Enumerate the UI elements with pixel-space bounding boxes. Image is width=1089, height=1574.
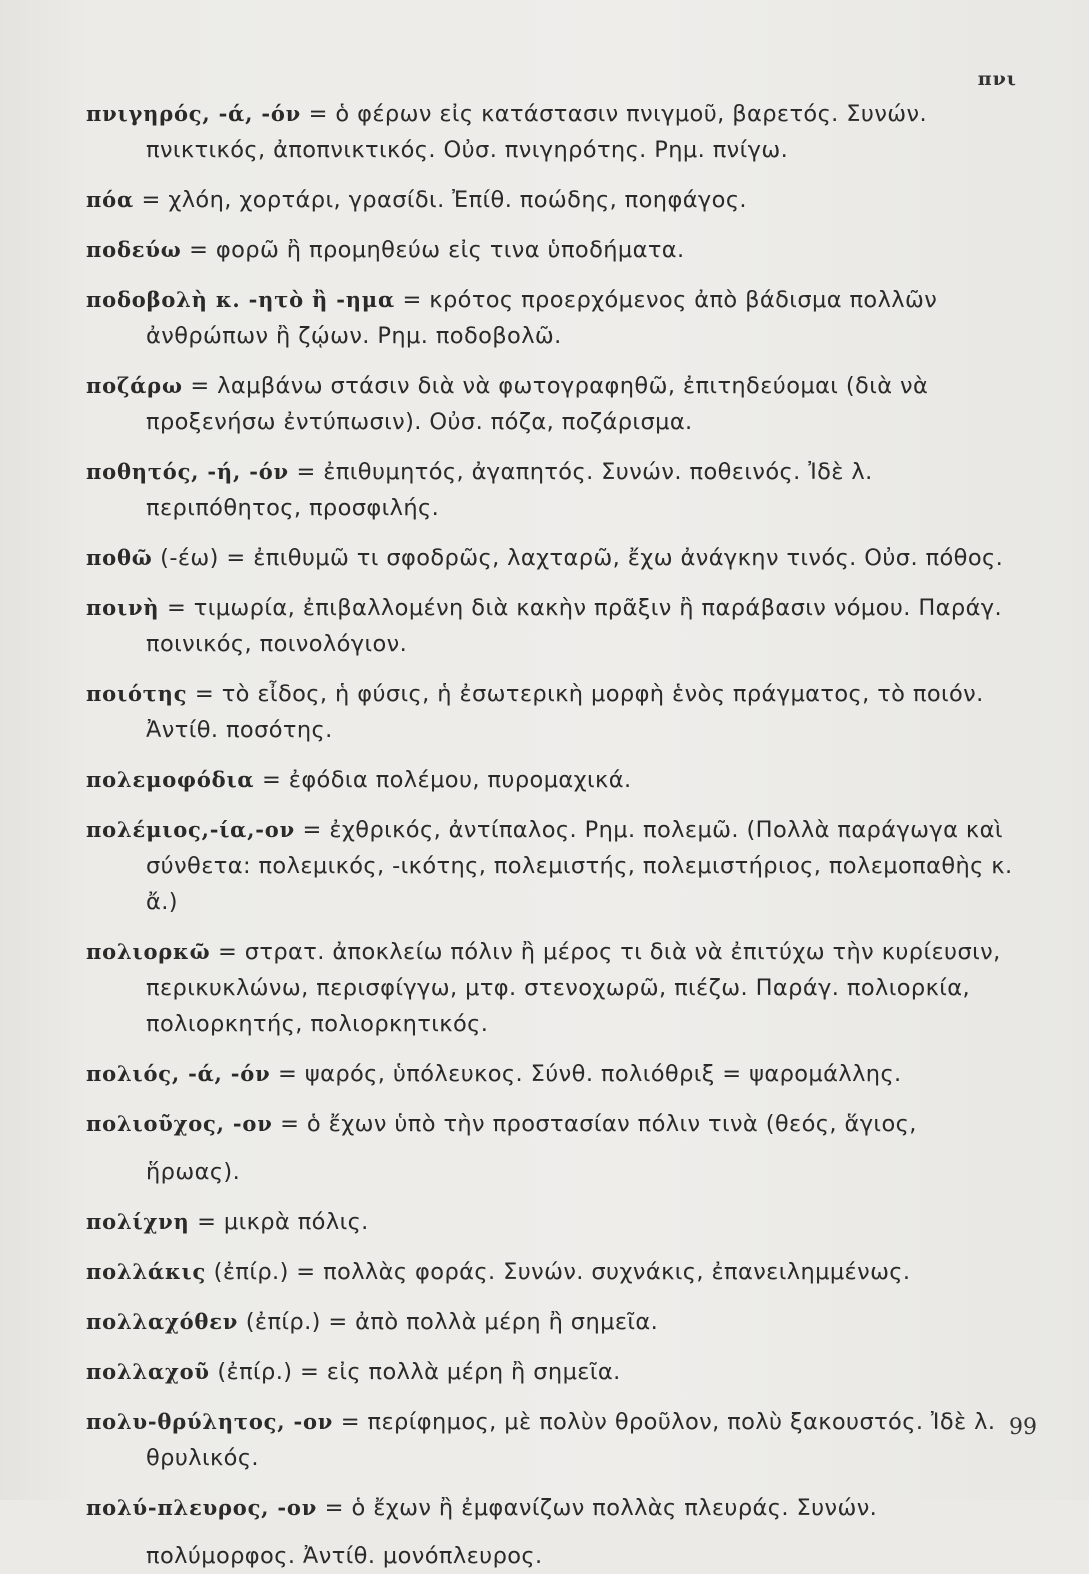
dictionary-entry (86, 1106, 1031, 1190)
entry-headword: πνιγηρός, -ά, -όν (86, 101, 302, 126)
entry-headword: πόα (86, 187, 134, 212)
dictionary-entry (86, 282, 1031, 354)
dictionary-entry (86, 540, 1031, 576)
entry-list (86, 96, 1031, 1574)
dictionary-entry (86, 590, 1031, 662)
entry-definition: = ἐφόδια πολέμου, πυρομαχικά. (261, 767, 632, 793)
page-number: 99 (1009, 1415, 1037, 1440)
entry-headword: ποιότης (86, 681, 188, 706)
entry-definition: = περίφημος, μὲ πολὺν θροῦλον, πολὺ ξακουστός. Ἰδὲ λ. θρυλικός. (146, 1409, 996, 1471)
dictionary-entry (86, 1204, 1031, 1240)
entry-definition: = μικρὰ πόλις. (197, 1209, 369, 1235)
entry-headword: ποινὴ (86, 595, 160, 620)
entry-definition: = ὁ ἔχων ὑπὸ τὴν προστασίαν πόλιν τινὰ (θεός, ἅγιος, (280, 1111, 917, 1137)
dictionary-entry (86, 812, 1031, 920)
entry-headword: πολεμοφόδια (86, 767, 255, 792)
entry-headword: πολίχνη (86, 1209, 190, 1234)
entry-continuation: ἥρωας). (146, 1159, 241, 1185)
entry-definition: = ὁ ἔχων ἢ ἐμφανίζων πολλὰς πλευράς. Συνών. (324, 1495, 878, 1521)
dictionary-entry (86, 762, 1031, 798)
entry-headword: ποθητός, -ή, -όν (86, 459, 289, 484)
dictionary-entry (86, 1404, 1031, 1476)
entry-definition: = ὁ φέρων εἰς κατάστασιν πνιγμοῦ, βαρετός. Συνών. πνικτικός, ἀποπνικτικός. Οὐσ. πνιγηρότης. Ρημ. πνίγω. (146, 101, 928, 163)
entry-headword: ποθῶ (86, 545, 153, 570)
dictionary-entry (86, 454, 1031, 526)
running-head: πνι (977, 68, 1017, 90)
entry-headword: πολέμιος,-ία,-ον (86, 817, 295, 842)
entry-headword: ποδεύω (86, 237, 182, 262)
entry-headword: πολιορκῶ (86, 939, 211, 964)
entry-definition: = φορῶ ἢ προμηθεύω εἰς τινα ὑποδήματα. (189, 237, 685, 263)
entry-headword: πολυ-θρύλητος, -ον (86, 1409, 334, 1434)
entry-headword: ποζάρω (86, 373, 183, 398)
entry-definition: = ἐπιθυμητός, ἀγαπητός. Συνών. ποθεινός. Ἰδὲ λ. περιπόθητος, προσφιλής. (146, 459, 873, 521)
entry-headword: πολλαχόθεν (86, 1309, 239, 1334)
entry-definition: = λαμβάνω στάσιν διὰ νὰ φωτογραφηθῶ, ἐπιτηδεύομαι (διὰ νὰ προξενήσω ἐντύπωσιν). Οὐσ. πόζα, ποζάρισμα. (146, 373, 929, 435)
dictionary-entry (86, 676, 1031, 748)
entry-definition: = στρατ. ἀποκλείω πόλιν ἢ μέρος τι διὰ νὰ ἐπιτύχω τὴν κυρίευσιν, περικυκλώνω, περισφίγγω, μτφ. στενοχωρῶ, πιέζω. Παράγ. πολιορκία, πολιορκητής, πολιορκητικός. (146, 939, 1001, 1037)
entry-headword: πολλαχοῦ (86, 1359, 210, 1384)
entry-definition: = ἐχθρικός, ἀντίπαλος. Ρημ. πολεμῶ. (Πολλὰ παράγωγα καὶ σύνθετα: πολεμικός, -ικότης, πολεμιστής, πολεμιστήριος, πολεμοπαθὴς κ. ἄ.) (146, 817, 1013, 915)
entry-definition: (ἐπίρ.) = εἰς πολλὰ μέρη ἢ σημεῖα. (217, 1359, 621, 1385)
entry-definition: = κρότος προερχόμενος ἀπὸ βάδισμα πολλῶν ἀνθρώπων ἢ ζῴων. Ρημ. ποδοβολῶ. (146, 287, 938, 349)
dictionary-entry (86, 182, 1031, 218)
dictionary-entry (86, 96, 1031, 168)
dictionary-entry (86, 1254, 1031, 1290)
entry-definition: = τιμωρία, ἐπιβαλλομένη διὰ κακὴν πρᾶξιν ἢ παράβασιν νόμου. Παράγ. ποινικός, ποινολόγιον. (146, 595, 1003, 657)
entry-definition: (-έω) = ἐπιθυμῶ τι σφοδρῶς, λαχταρῶ, ἔχω ἀνάγκην τινός. Οὐσ. πόθος. (160, 545, 1004, 571)
dictionary-entry (86, 934, 1031, 1042)
dictionary-entry (86, 1490, 1031, 1574)
entry-definition: = ψαρός, ὑπόλευκος. Σύνθ. πολιόθριξ = ψαρομάλλης. (278, 1061, 902, 1087)
dictionary-entry (86, 1056, 1031, 1092)
entry-headword: πολιοῦχος, -ον (86, 1111, 273, 1136)
entry-definition: = τὸ εἶδος, ἡ φύσις, ἡ ἐσωτερικὴ μορφὴ ἑνὸς πράγματος, τὸ ποιόν. Ἀντίθ. ποσότης. (146, 681, 984, 743)
dictionary-entry (86, 1354, 1031, 1390)
entry-definition: = χλόη, χορτάρι, γρασίδι. Ἐπίθ. ποώδης, ποηφάγος. (141, 187, 747, 213)
entry-headword: πολύ-πλευρος, -ον (86, 1495, 318, 1520)
entry-headword: ποδοβολὴ κ. -ητὸ ἢ -ημα (86, 287, 395, 312)
dictionary-entry (86, 1304, 1031, 1340)
entry-definition: (ἐπίρ.) = ἀπὸ πολλὰ μέρη ἢ σημεῖα. (245, 1309, 659, 1335)
entry-headword: πολιός, -ά, -όν (86, 1061, 271, 1086)
entry-definition: (ἐπίρ.) = πολλὰς φοράς. Συνών. συχνάκις, ἐπανειλημμένως. (213, 1259, 911, 1285)
dictionary-entry (86, 232, 1031, 268)
entry-continuation: πολύμορφος. Ἀντίθ. μονόπλευρος. (146, 1543, 543, 1569)
entry-headword: πολλάκις (86, 1259, 207, 1284)
dictionary-entry (86, 368, 1031, 440)
